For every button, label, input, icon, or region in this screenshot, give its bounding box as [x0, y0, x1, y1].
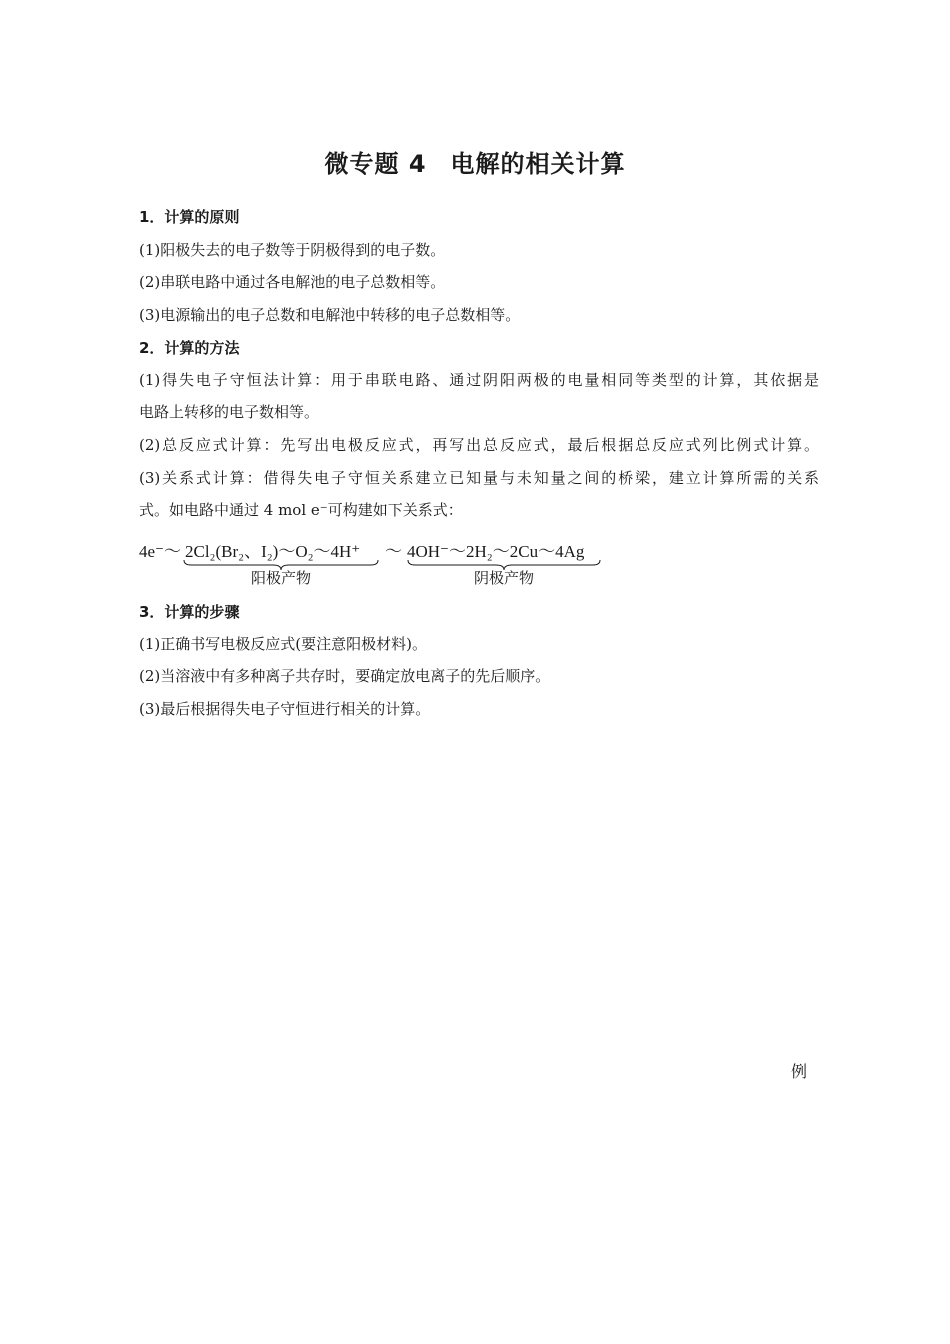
method-item: 式。如电路中通过 4 mol e⁻可构建如下关系式：	[139, 501, 463, 519]
section-heading-principles: 1．计算的原则	[139, 208, 240, 226]
section-heading-steps: 3．计算的步骤	[139, 603, 240, 621]
method-item: 电路上转移的电子数相等。	[139, 403, 320, 421]
principle-item: (1)阳极失去的电子数等于阴极得到的电子数。	[139, 241, 446, 259]
step-item: (1)正确书写电极反应式(要注意阳极材料)。	[139, 635, 427, 653]
page-title	[0, 144, 950, 179]
anode-expression: 2Cl₂(Br₂、I₂)～O₂～4H⁺	[185, 542, 361, 561]
method-item: (2)总反应式计算：先写出电极反应式，再写出总反应式，最后根据总反应式列比例式计算。	[139, 436, 819, 454]
title-topic: 电解的相关计算	[450, 150, 626, 178]
formula-separator: ～	[385, 542, 402, 561]
section-heading-methods: 2．计算的方法	[139, 339, 240, 357]
formula-start: 4e⁻～	[139, 542, 182, 561]
step-item: (3)最后根据得失电子守恒进行相关的计算。	[139, 700, 431, 718]
principle-item: (2)串联电路中通过各电解池的电子总数相等。	[139, 273, 446, 291]
cathode-expression: 4OH⁻～2H₂～2Cu～4Ag	[407, 542, 585, 561]
principle-item: (3)电源输出的电子总数和电解池中转移的电子总数相等。	[139, 306, 521, 324]
step-item: (2)当溶液中有多种离子共存时，要确定放电离子的先后顺序。	[139, 667, 551, 685]
method-item: (3)关系式计算：借得失电子守恒关系建立已知量与未知量之间的桥梁，建立计算所需的关系	[139, 469, 819, 487]
cathode-products-label: 阴极产物	[473, 569, 534, 587]
example-marker: 例	[791, 1062, 808, 1081]
title-number: 微专题 4	[324, 150, 427, 178]
method-item: (1)得失电子守恒法计算：用于串联电路、通过阴阳两极的电量相同等类型的计算，其依据是	[139, 371, 819, 389]
relation-formula	[139, 533, 819, 593]
anode-products-label: 阳极产物	[250, 569, 311, 587]
